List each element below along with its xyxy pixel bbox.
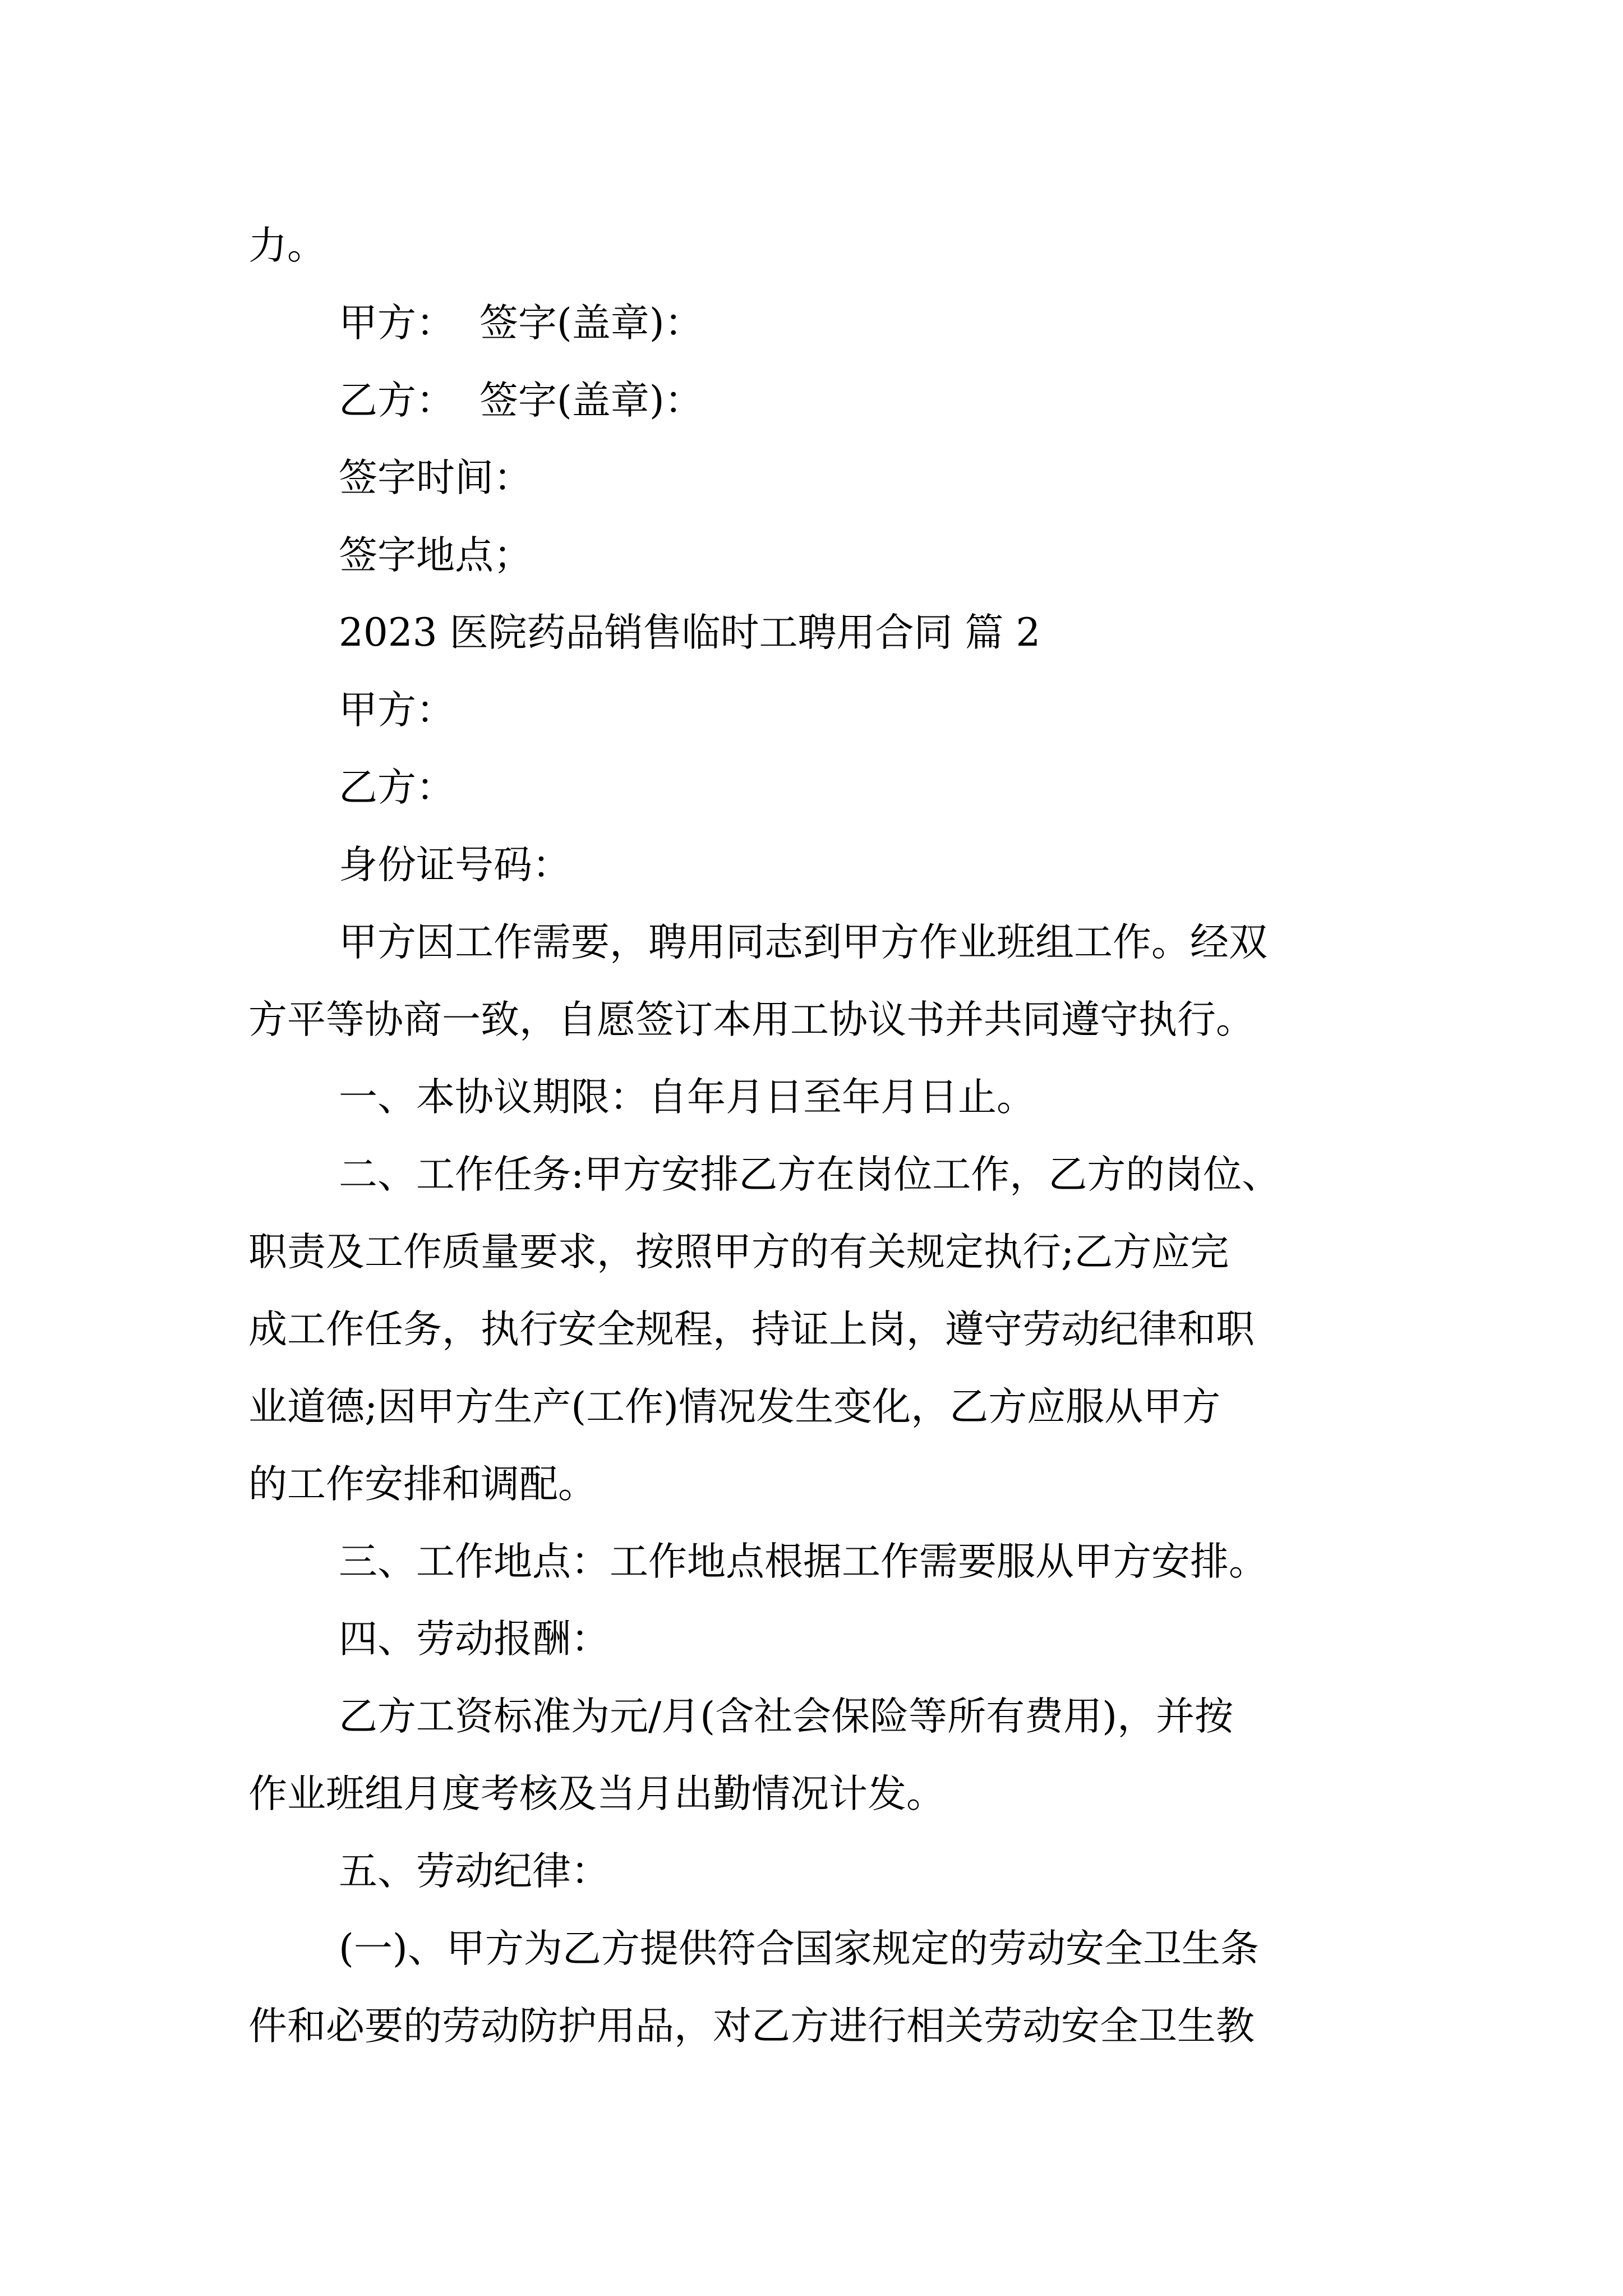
text-line: 乙方： bbox=[339, 765, 455, 810]
text-line: 件和必要的劳动防护用品，对乙方进行相关劳动安全卫生教 bbox=[248, 2004, 1255, 2049]
text-line: 签字时间： bbox=[339, 455, 532, 500]
text-line: 的工作安排和调配。 bbox=[248, 1462, 597, 1507]
text-line: 作业班组月度考核及当月出勤情况计发。 bbox=[248, 1772, 945, 1816]
text-line: 乙方工资标准为元/月(含社会保险等所有费用)，并按 bbox=[339, 1694, 1234, 1739]
text-line: 甲方： bbox=[339, 688, 455, 733]
text-line: 签字地点； bbox=[339, 533, 532, 578]
text-line: 身份证号码： bbox=[339, 843, 571, 887]
text-line: 二、工作任务:甲方安排乙方在岗位工作，乙方的岗位、 bbox=[339, 1152, 1281, 1197]
section-heading: 2023 医院药品销售临时工聘用合同 篇 2 bbox=[339, 610, 1041, 655]
text-line: 五、劳动纪律： bbox=[339, 1849, 610, 1894]
text-line: 力。 bbox=[248, 223, 326, 268]
text-line: 成工作任务，执行安全规程，持证上岗，遵守劳动纪律和职 bbox=[248, 1307, 1255, 1352]
text-line: 方平等协商一致，自愿签订本用工协议书并共同遵守执行。 bbox=[248, 997, 1255, 1042]
text-line: 职责及工作质量要求，按照甲方的有关规定执行;乙方应完 bbox=[248, 1230, 1229, 1274]
text-line: 甲方因工作需要，聘用同志到甲方作业班组工作。经双 bbox=[339, 920, 1267, 965]
text-line: 四、劳动报酬： bbox=[339, 1617, 610, 1662]
text-line: 一、本协议期限：自年月日至年月日止。 bbox=[339, 1075, 1035, 1120]
text-line: (一)、甲方为乙方提供符合国家规定的劳动安全卫生条 bbox=[339, 1926, 1259, 1971]
text-line: 乙方： 签字(盖章)： bbox=[339, 378, 703, 423]
text-line: 业道德;因甲方生产(工作)情况发生变化，乙方应服从甲方 bbox=[248, 1384, 1221, 1429]
text-line: 甲方： 签字(盖章)： bbox=[339, 301, 703, 346]
text-line: 三、工作地点：工作地点根据工作需要服从甲方安排。 bbox=[339, 1539, 1267, 1584]
